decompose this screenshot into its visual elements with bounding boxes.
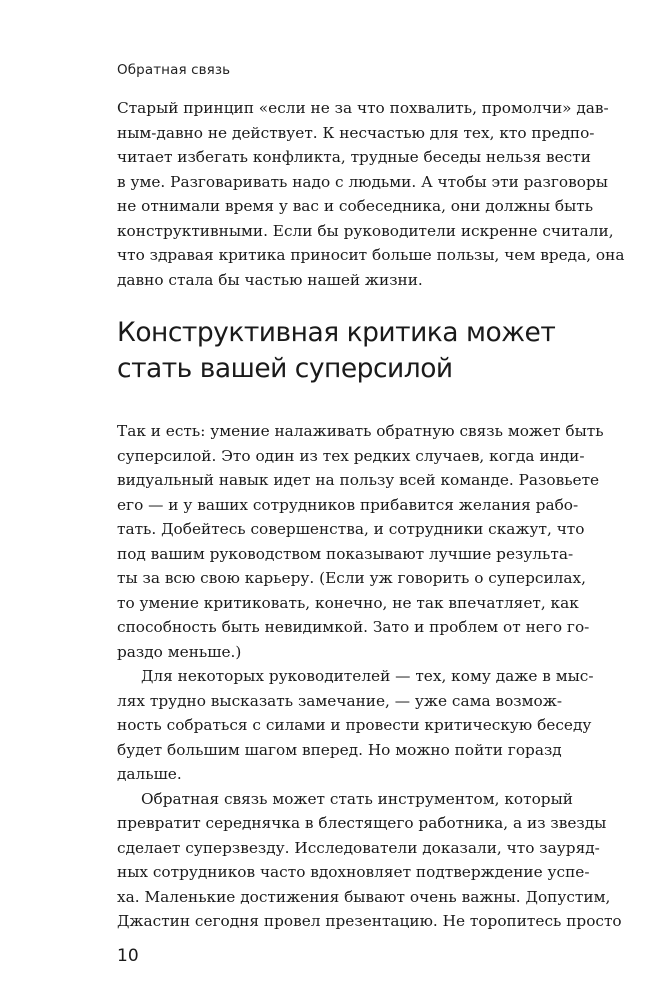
text-line: дальше. <box>117 765 182 783</box>
text-line: в уме. Разговаривать надо с людьми. А чтобы эти разговоры <box>117 172 608 191</box>
text-line: читает избегать конфликта, трудные беседы нельзя вести <box>117 148 591 166</box>
running-head: Обратная связь <box>117 62 231 78</box>
text-line: будет большим шагом вперед. Но можно пойти горазд <box>117 740 562 759</box>
text-line: лях трудно высказать замечание, — уже сама возмож- <box>117 691 562 710</box>
page-number: 10 <box>117 946 139 966</box>
text-line: то умение критиковать, конечно, не так впечатляет, как <box>117 593 579 612</box>
text-line: его — и у ваших сотрудников прибавится желания рабо- <box>117 495 579 514</box>
text-line: конструктивными. Если бы руководители искренне считали, <box>117 221 614 240</box>
text-line: сделает суперзвезду. Исследователи доказали, что зауряд- <box>117 838 600 857</box>
text-line: Джастин сегодня провел презентацию. Не торопитесь просто <box>117 912 622 930</box>
text-line: ных сотрудников часто вдохновляет подтверждение успе- <box>117 863 590 881</box>
text-line: ность собраться с силами и провести критическую беседу <box>117 716 592 734</box>
text-line: видуальный навык идет на пользу всей команде. Разовьете <box>117 471 600 489</box>
text-line: суперсилой. Это один из тех редких случаев, когда инди- <box>117 446 585 465</box>
text-line: Для некоторых руководителей — тех, кому даже в мыс- <box>141 667 594 685</box>
text-line: тать. Добейтесь совершенства, и сотрудники скажут, что <box>117 520 585 538</box>
text-line: под вашим руководством показывают лучшие результа- <box>117 544 574 563</box>
text-line: давно стала бы частью нашей жизни. <box>117 270 423 289</box>
heading-line: Конструктивная критика может <box>117 317 556 348</box>
heading-line: стать вашей суперсилой <box>117 353 453 384</box>
text-line: ным-давно не действует. К несчастью для тех, кто предпо- <box>117 123 595 142</box>
text-line: Обратная связь может стать инструментом, который <box>141 789 573 808</box>
text-line: ха. Маленькие достижения бывают очень важны. Допустим, <box>117 887 611 906</box>
text-line: раздо меньше.) <box>117 642 242 661</box>
text-line: что здравая критика приносит больше пользы, чем вреда, она <box>117 246 625 264</box>
text-line: Старый принцип «если не за что похвалить, промолчи» дав- <box>117 99 609 117</box>
text-line: Так и есть: умение налаживать обратную связь может быть <box>117 422 604 440</box>
text-line: ты за всю свою карьеру. (Если уж говорить о суперсилах, <box>117 569 586 587</box>
text-line: способность быть невидимкой. Зато и проблем от него го- <box>117 618 590 636</box>
text-line: не отнимали время у вас и собеседника, они должны быть <box>117 197 594 215</box>
text-line: превратит середнячка в блестящего работника, а из звезды <box>117 814 607 832</box>
